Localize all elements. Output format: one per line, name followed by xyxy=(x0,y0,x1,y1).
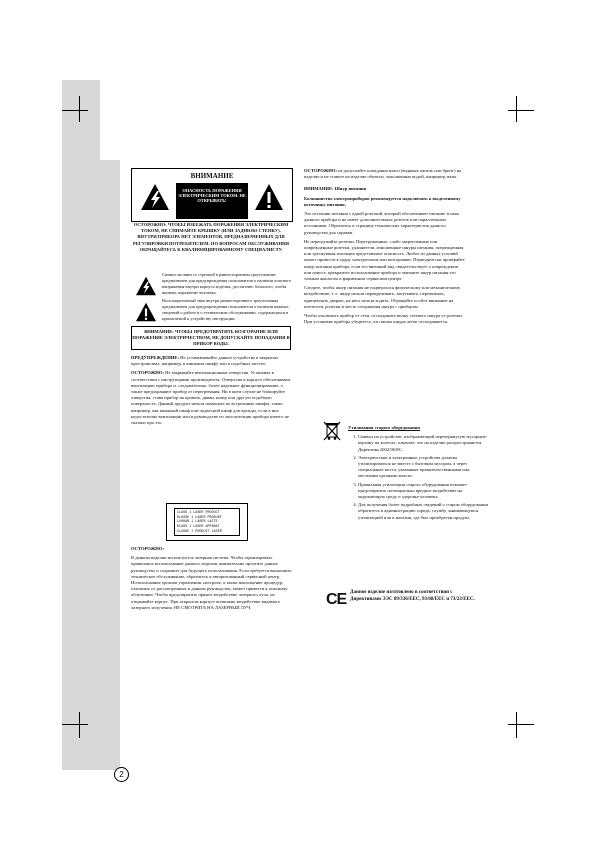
laser-label-text: CLASS 1 LASER PRODUCT KLASSE 1 LASER PRODUKT LUOKAN 1 LASER LAITE KLASS 1 LASER APPARAT CLASSE 1 PRODUIT LASER xyxy=(174,508,240,536)
laser-product-label xyxy=(166,503,248,541)
lightning-triangle-icon xyxy=(135,276,157,296)
boxed-warning: ВНИМАНИЕ: ЧТОБЫ ПРЕДОТВРАТИТЬ ВОЗГОРАНИЕ ИЛИ ПОРАЖЕНИЕ ЭЛЕКТРИЧЕСТВОМ, НЕ ДОПУСКАЙТЕ ПОПАДАНИЯ В ПРИБОР ВОДЫ. xyxy=(131,326,291,350)
disposal-title: Утилизация старого оборудования xyxy=(348,425,420,430)
laser-caution xyxy=(131,546,293,614)
disposal-list xyxy=(348,434,488,521)
warning-title: ВНИМАНИЕ xyxy=(190,172,234,180)
list-item: 2. Электрические и электронные устройства должны утилизироваться не вместе с бытовым мусором, а через специальные места, указанные правительственными или местными органами власти. xyxy=(358,455,488,480)
crop-mark xyxy=(508,110,534,111)
power-cord-p3: Следите, чтобы шнур питания не подвергался физическому или механическому воздействию, т. е. шнур нельзя перекручивать, запутывать, пережимать, прищемлять дверью, на него нельзя ходить. Обращайте особое внимание на штепсели, розетки и место соединения шнура с прибором. xyxy=(304,285,461,309)
moisture-caution: ОСТОРОЖНО: не допускайте попадания влаги (водяных капель или брызг) на изделие и не ставьте на изделие объекты, заполненные водой, например, вазы. xyxy=(304,168,462,180)
lightning-triangle-icon xyxy=(140,183,170,211)
power-cord-heading: ВНИМАНИЕ: Шнур питания xyxy=(304,186,367,192)
exclamation-explanation: Восклицательный знак внутри равностороннего треугольника предназначен для предупреждения пользователя о наличии важных сведений о работе и о техническом обслуживании, содержащихся в прилагаемой к устройству инструкции. xyxy=(162,298,289,321)
ce-compliance-text: Данное изделие изготовлено в соответствии с Директивами ЭЭС 89/336/EEC, 93/68/EEC и 73/23/EEC. xyxy=(350,590,475,602)
margin-sidebar xyxy=(62,80,120,770)
left-column xyxy=(131,355,293,429)
laser-caution-head: ОСТОРОЖНО: xyxy=(131,546,164,551)
exclamation-triangle-icon xyxy=(135,302,157,322)
installation-warning: ПРЕДУПРЕЖДЕНИЕ: Не устанавливайте данное устройство в закрытых пространствах, например, в книжном шкафу или в подобных местах. xyxy=(131,355,279,367)
list-item: 4. Для получения более подробных сведений о старом оборудовании обратитесь в администрацию города, службу, занимающуюся утилизацией или в магазин, где был приобретен продукт. xyxy=(358,502,488,521)
crop-mark xyxy=(508,724,534,725)
caution-main: ОСТОРОЖНО: ЧТОБЫ ИЗБЕЖАТЬ ПОРАЖЕНИЯ ЭЛЕКТРИЧЕСКИМ ТОКОМ, НЕ СНИМАЙТЕ КРЫШКУ (ИЛИ ЗАДНЮЮ СТЕНКУ). ВНУТРИ ПРИБОРА НЕТ ЭЛЕМЕНТОВ, ПРЕДНАЗНАЧЕННЫХ ДЛЯ РЕГУЛИРОВКИ ПОТРЕБИТЕЛЕМ. ПО ВОПРОСАМ ОБСЛУЖИВАНИЯ ОБРАЩАЙТЕСЬ К КВАЛИФИЦИРОВАННОМУ СПЕЦИАЛИСТУ. xyxy=(133,222,289,252)
power-cord-p4: Чтобы отключить прибор от сети, отсоедините вилку сетевого шнура от розетки. При установке прибора убедитесь, что вилка шнура легко отсоединяется. xyxy=(304,313,463,325)
power-cord-p2: Не перегружайте розетки. Перегруженные, слабо закрепленные или поврежденные розетки, удлинители, изношенные шнуры питания, поврежденная или треснувшая изоляция представляют опасность. Любое из данных условий может привести к удару электротоком или возгоранию. Периодически проверяйте шнур питания прибора, если его внешний вид свидетельствует о повреждении или износе, прекратите использование прибора и замените шнур питания его точным аналогом в фирменном сервисном центре. xyxy=(304,238,465,282)
ventilation-caution: ОСТОРОЖНО: Не закрывайте вентиляционные отверстия. Установка в соответствии с инструкциями производителя. Отверстия в корпусе обеспечивают вентиляцию прибора и, следовательно, более надежное функционирование, а также предохраняют прибор от перегревания. Ни в коем случае не блокируйте отверстия, ставя прибор на кровать, диван, ковер или другую подобную поверхность. Данный продукт нельзя помещать во встроенные шкафы, такие, например, как книжный шкаф или подвесной шкаф для одежды, если в них недостаточно вентиляции или в руководстве по эксплуатации прибора ничего не сказано про это. xyxy=(131,370,291,426)
exclamation-triangle-icon xyxy=(254,183,284,211)
crossed-bin-icon xyxy=(322,420,342,442)
power-cord-p1: Это источник питания с одной розеткой, который обеспечивает питание только данного прибора и не имеет дополнительных розеток или параллельных источников. Обратитесь к странице технических характеристик данного руководства для справки. xyxy=(304,211,460,235)
crop-mark xyxy=(62,724,88,725)
crop-mark xyxy=(79,96,80,122)
crop-mark xyxy=(62,110,88,111)
crop-mark xyxy=(516,96,517,122)
power-cord-lead: Большинство электроприборов рекомендуется подключать к выделенному источнику питания. xyxy=(304,195,461,207)
lightning-explanation: Символ молнии со стрелкой в равностороннем треугольнике предназначен для предупреждения пользователя о наличии опасного напряжения внутри корпуса изделия, достаточно большого, чтобы вызвать поражение человека. xyxy=(162,272,292,295)
disposal-section xyxy=(348,425,488,523)
danger-label: ОПАСНОСТЬ ПОРАЖЕНИЯ ЭЛЕКТРИЧЕСКИМ ТОКОМ. НЕ ОТКРЫВАТЬ! xyxy=(176,183,248,219)
ce-mark: CE xyxy=(326,591,347,608)
crop-mark xyxy=(79,712,80,738)
list-item: 3. Правильная утилизация старого оборудования поможет предотвратить потенциально вредное воздействие на окружающую среду и здоровье человека. xyxy=(358,482,488,501)
right-column xyxy=(304,168,466,328)
page-number: 2 xyxy=(114,767,129,782)
crop-mark xyxy=(516,712,517,738)
warning-box xyxy=(131,168,293,222)
sidebar-notch xyxy=(100,80,120,160)
laser-caution-text: В данном изделии используется лазерная система. Чтобы гарантировать правильное использование данного изделия, внимательно прочтите данное руководство и сохраните для будущего использования. Если требуется выполнить техническое обслуживание, обратитесь в авторизованный сервисный центр. Использование органов управления, настроек, а также выполнение процедур, отличных от рассмотренных в данном руководстве, может привести к опасному облучению. Чтобы предотвратить прямое воздействие лазерного луча, не открывайте корпус. При открытом корпусе возможно воздействие видимого лазерного излучения. НЕ СМОТРИТЕ НА ЛАЗЕРНЫЙ ЛУЧ. xyxy=(131,555,292,610)
list-item: 1. Символ на устройстве, изображающий перечеркнутую мусорную корзину на колесах, означает, что на изделие распространяется Директива 2002/96/EC. xyxy=(358,434,488,453)
